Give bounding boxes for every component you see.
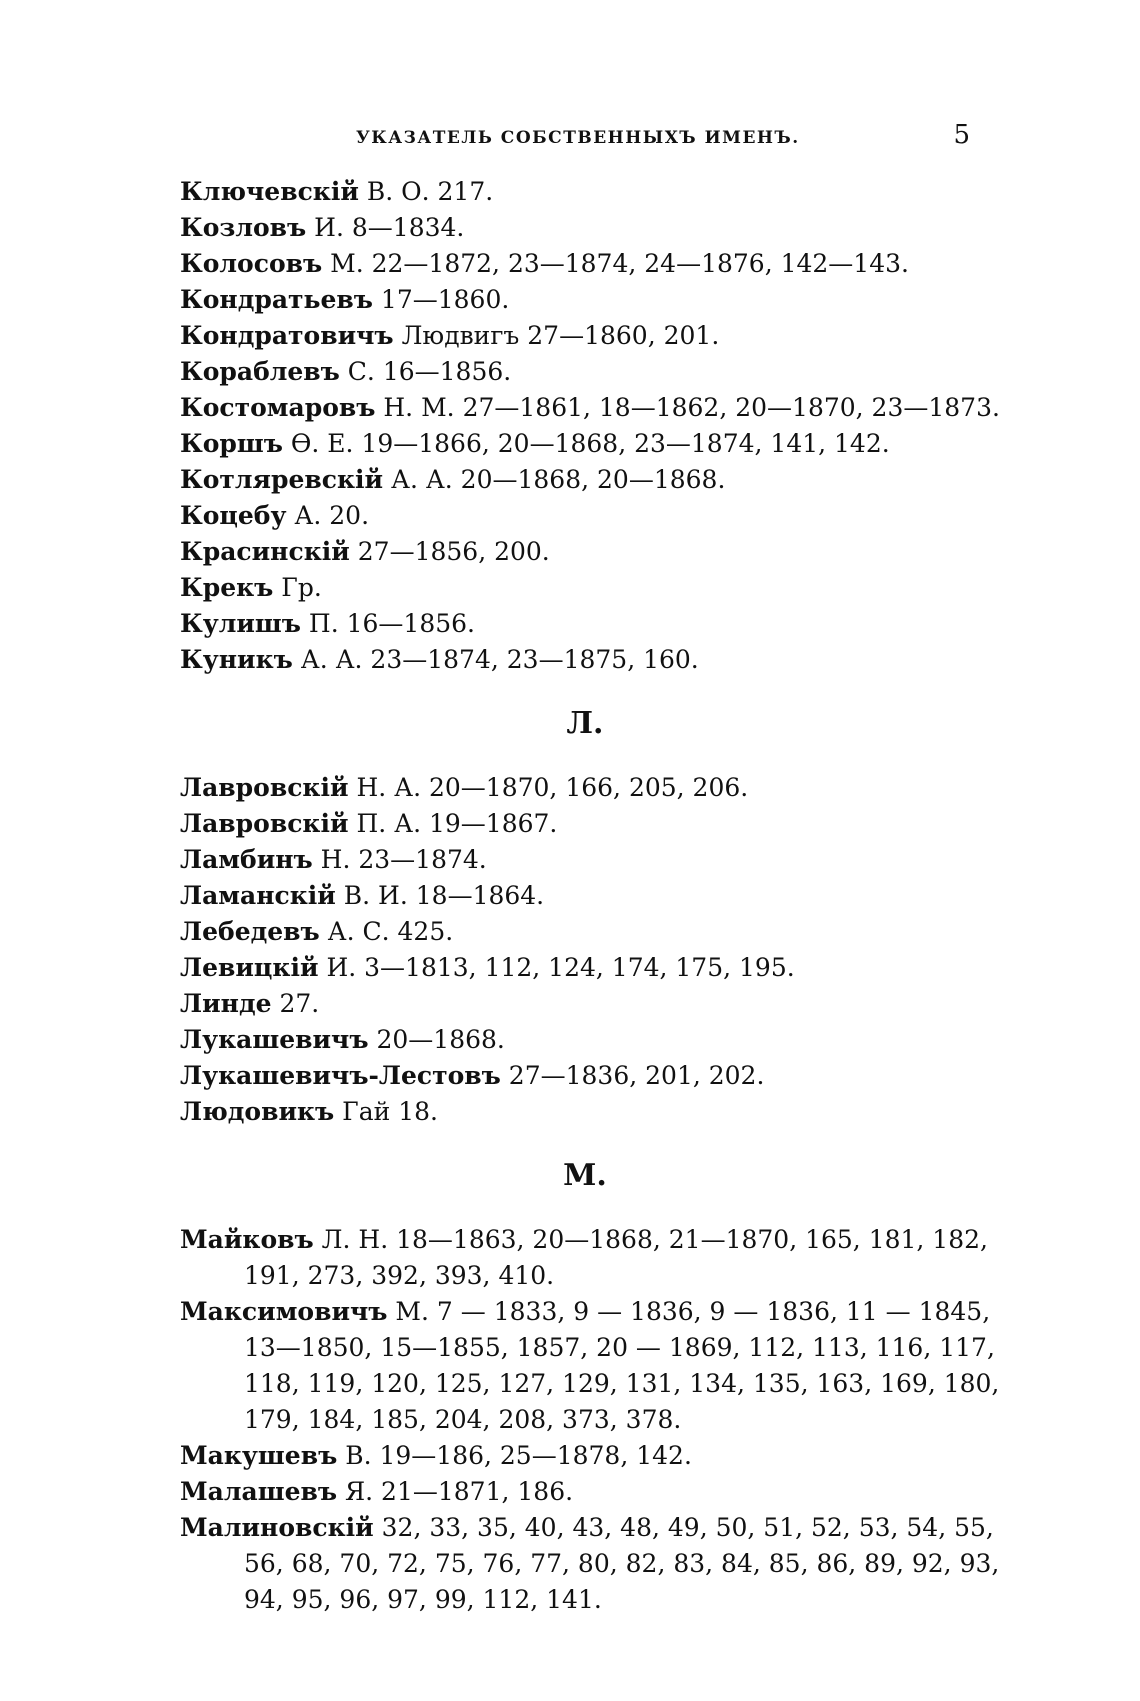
index-entry <box>180 246 1000 282</box>
entry-name: Макушевъ <box>180 1441 338 1470</box>
entry-name: Ключевскій <box>180 177 359 206</box>
index-entry <box>180 914 1000 950</box>
entry-name: Малашевъ <box>180 1477 338 1506</box>
entry-references: И. 8—1834. <box>306 213 465 242</box>
entry-references: Гр. <box>273 573 322 602</box>
index-entry <box>180 986 1000 1022</box>
entry-name: Кондратовичъ <box>180 321 394 350</box>
entry-references: 17—1860. <box>372 285 510 314</box>
index-entry <box>180 950 1000 986</box>
index-entry <box>180 1510 1000 1618</box>
entry-references: Н. 23—1874. <box>312 845 487 874</box>
entry-references: М. 22—1872, 23—1874, 24—1876, 142—143. <box>322 249 909 278</box>
entry-references: Людвигъ 27—1860, 201. <box>393 321 720 350</box>
entry-name: Коцебу <box>180 501 287 530</box>
index-entry <box>180 1294 1000 1438</box>
index-entry <box>180 806 1000 842</box>
index-content <box>180 174 1000 1618</box>
entry-name: Лавровскій <box>180 773 349 802</box>
index-entry <box>180 318 1000 354</box>
entry-references: В. 19—186, 25—1878, 142. <box>337 1441 692 1470</box>
index-entry <box>180 354 1000 390</box>
entry-name: Левицкій <box>180 953 319 982</box>
entry-name: Козловъ <box>180 213 307 242</box>
entry-references: П. 16—1856. <box>300 609 475 638</box>
index-entry <box>180 282 1000 318</box>
entry-name: Лукашевичъ <box>180 1025 369 1054</box>
page-number: 5 <box>953 120 970 150</box>
entry-name: Крекъ <box>180 573 274 602</box>
entry-references: 27. <box>271 989 320 1018</box>
entry-references: Гай 18. <box>334 1097 439 1126</box>
entry-name: Коршъ <box>180 429 283 458</box>
entry-name: Майковъ <box>180 1225 314 1254</box>
entry-name: Людовикъ <box>180 1097 335 1126</box>
running-head <box>180 120 980 160</box>
entry-references: Л. Н. 18—1863, 20—1868, 21—1870, 165, 181, 182, 191, 273, 392, 393, 410. <box>244 1225 988 1290</box>
page-title: УКАЗАТЕЛЬ СОБСТВЕННЫХЪ ИМЕНЪ. <box>356 128 800 148</box>
entry-name: Красинскій <box>180 537 350 566</box>
entry-references: 32, 33, 35, 40, 43, 48, 49, 50, 51, 52, 53, 54, 55, 56, 68, 70, 72, 75, 76, 77, 80, 82, 83, 84, 85, 86, 89, 92, 93, 94, 95, 96, 97, 99, 112, 141. <box>244 1513 1000 1614</box>
entry-references: Ѳ. Е. 19—1866, 20—1868, 23—1874, 141, 142. <box>282 429 890 458</box>
entry-name: Костомаровъ <box>180 393 376 422</box>
index-entry <box>180 878 1000 914</box>
index-entry <box>180 1022 1000 1058</box>
entry-name: Колосовъ <box>180 249 323 278</box>
entry-name: Лукашевичъ-Лестовъ <box>180 1061 501 1090</box>
entry-references: А. С. 425. <box>319 917 454 946</box>
entry-references: Н. М. 27—1861, 18—1862, 20—1870, 23—1873. <box>375 393 1000 422</box>
entry-name: Малиновскій <box>180 1513 374 1542</box>
entry-references: Н. А. 20—1870, 166, 205, 206. <box>348 773 749 802</box>
entry-references: Я. 21—1871, 186. <box>337 1477 574 1506</box>
index-entry <box>180 606 1000 642</box>
index-entry <box>180 1438 1000 1474</box>
index-entry <box>180 210 1000 246</box>
entry-references: А. А. 23—1874, 23—1875, 160. <box>292 645 699 674</box>
entry-references: А. А. 20—1868, 20—1868. <box>383 465 726 494</box>
entry-references: П. А. 19—1867. <box>348 809 558 838</box>
index-entry <box>180 1058 1000 1094</box>
index-entry <box>180 1474 1000 1510</box>
entry-references: 27—1836, 201, 202. <box>500 1061 765 1090</box>
entry-references: 20—1868. <box>368 1025 505 1054</box>
entry-name: Линде <box>180 989 272 1018</box>
index-entry <box>180 174 1000 210</box>
entry-references: М. 7 — 1833, 9 — 1836, 9 — 1836, 11 — 1845, 13—1850, 15—1855, 1857, 20 — 1869, 112, 113, 116, 117, 118, 119, 120, 125, 127, 129, 131, 134, 135, 163, 169, 180, 179, 184, 185, 204, 208, 373, 378. <box>244 1297 1000 1434</box>
index-entry <box>180 1094 1000 1130</box>
section-letter-heading: М. <box>563 1158 607 1193</box>
index-entry <box>180 1222 1000 1294</box>
index-entry <box>180 462 1000 498</box>
entry-name: Кондратьевъ <box>180 285 373 314</box>
index-entry <box>180 390 1000 426</box>
entry-references: В. И. 18—1864. <box>335 881 545 910</box>
entry-name: Кулишъ <box>180 609 301 638</box>
entry-name: Лебедевъ <box>180 917 320 946</box>
index-entry <box>180 770 1000 806</box>
entry-name: Кораблевъ <box>180 357 340 386</box>
entry-name: Куникъ <box>180 645 293 674</box>
entry-name: Лавровскій <box>180 809 349 838</box>
section-letter-heading: Л. <box>566 706 604 741</box>
entry-references: В. О. 217. <box>358 177 494 206</box>
index-entry <box>180 842 1000 878</box>
index-entry <box>180 570 1000 606</box>
index-entry <box>180 426 1000 462</box>
entry-name: Котляревскій <box>180 465 384 494</box>
entry-references: 27—1856, 200. <box>349 537 550 566</box>
entry-references: С. 16—1856. <box>339 357 512 386</box>
entry-name: Ламбинъ <box>180 845 313 874</box>
index-entry <box>180 642 1000 678</box>
entry-name: Максимовичъ <box>180 1297 388 1326</box>
entry-references: И. 3—1813, 112, 124, 174, 175, 195. <box>318 953 795 982</box>
entry-name: Ламанскій <box>180 881 336 910</box>
index-entry <box>180 498 1000 534</box>
entry-references: А. 20. <box>286 501 370 530</box>
index-entry <box>180 534 1000 570</box>
